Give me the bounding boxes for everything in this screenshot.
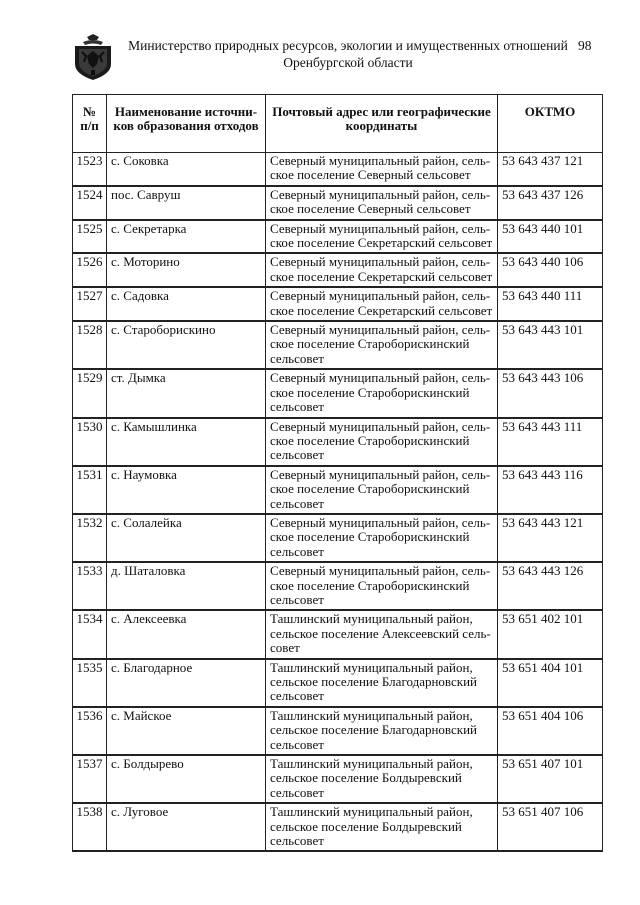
address-cell: Северный муниципальный район, сель-ское поселение Секретарский сельсовет [266,287,498,321]
address-cell: Северный муниципальный район, сель-ское поселение Староборискинский сельсовет [266,466,498,514]
column-header-name: Наименование источни-ков образования отходов [107,95,266,153]
table-row [73,755,603,803]
row-number-cell: 1523 [73,153,107,186]
source-name-cell: с. Луговое [107,803,266,851]
oktmo-cell: 53 643 443 111 [498,418,603,466]
address-cell: Ташлинский муниципальный район, сельское поселение Благодарновский сельсовет [266,659,498,707]
row-number-cell: 1527 [73,287,107,321]
row-number-cell: 1524 [73,186,107,220]
table-row [73,369,603,417]
column-header-oktmo: ОКТМО [498,95,603,153]
oktmo-cell: 53 651 404 106 [498,707,603,755]
table-row [73,466,603,514]
source-name-cell: с. Наумовка [107,466,266,514]
oktmo-cell: 53 651 402 101 [498,610,603,658]
row-number-cell: 1531 [73,466,107,514]
page-number: 98 [578,38,592,53]
row-number-cell: 1534 [73,610,107,658]
oktmo-cell: 53 643 443 106 [498,369,603,417]
organization-title-line1: Министерство природных ресурсов, экологии и имущественных отношений [128,38,568,53]
oktmo-cell: 53 643 440 101 [498,220,603,254]
source-name-cell: с. Майское [107,707,266,755]
table-row [73,186,603,220]
source-name-cell: с. Благодарное [107,659,266,707]
table-row [73,707,603,755]
oktmo-cell: 53 643 440 111 [498,287,603,321]
address-cell: Ташлинский муниципальный район, сельское поселение Алексеевский сель-совет [266,610,498,658]
table-row [73,514,603,562]
table-row [73,253,603,287]
table-row [73,418,603,466]
source-name-cell: с. Староборискино [107,321,266,369]
source-name-cell: д. Шаталовка [107,562,266,610]
address-cell: Ташлинский муниципальный район, сельское поселение Болдыревский сельсовет [266,755,498,803]
oktmo-cell: 53 643 443 101 [498,321,603,369]
table-header-row [73,95,603,153]
table-row [73,659,603,707]
table-row [73,321,603,369]
address-cell: Ташлинский муниципальный район, сельское поселение Благодарновский сельсовет [266,707,498,755]
table-body [73,153,603,852]
address-cell: Северный муниципальный район, сель-ское поселение Староборискинский сельсовет [266,369,498,417]
table-row [73,562,603,610]
source-name-cell: с. Камышлинка [107,418,266,466]
oktmo-cell: 53 643 437 126 [498,186,603,220]
address-cell: Северный муниципальный район, сель-ское поселение Секретарский сельсовет [266,253,498,287]
row-number-cell: 1525 [73,220,107,254]
source-name-cell: с. Болдырево [107,755,266,803]
address-cell: Северный муниципальный район, сель-ское поселение Северный сельсовет [266,186,498,220]
row-number-cell: 1538 [73,803,107,851]
source-name-cell: ст. Дымка [107,369,266,417]
address-cell: Северный муниципальный район, сель-ское поселение Староборискинский сельсовет [266,418,498,466]
source-name-cell: с. Секретарка [107,220,266,254]
column-header-number: № п/п [73,95,107,153]
column-header-address: Почтовый адрес или географические координаты [266,95,498,153]
table-row [73,610,603,658]
address-cell: Северный муниципальный район, сель-ское поселение Староборискинский сельсовет [266,514,498,562]
oktmo-cell: 53 643 440 106 [498,253,603,287]
address-cell: Северный муниципальный район, сель-ское поселение Староборискинский сельсовет [266,562,498,610]
oktmo-cell: 53 651 407 101 [498,755,603,803]
source-name-cell: с. Алексеевка [107,610,266,658]
oktmo-cell: 53 643 443 121 [498,514,603,562]
oktmo-cell: 53 643 443 126 [498,562,603,610]
row-number-cell: 1537 [73,755,107,803]
row-number-cell: 1528 [73,321,107,369]
row-number-cell: 1532 [73,514,107,562]
table-row [73,803,603,851]
oktmo-cell: 53 651 404 101 [498,659,603,707]
source-name-cell: с. Соковка [107,153,266,186]
organization-title [128,37,568,71]
organization-title-line2: Оренбургской области [283,55,413,70]
address-cell: Северный муниципальный район, сель-ское поселение Староборискинский сельсовет [266,321,498,369]
row-number-cell: 1536 [73,707,107,755]
table-row [73,287,603,321]
page-header [0,0,640,80]
table-row [73,220,603,254]
address-cell: Северный муниципальный район, сель-ское поселение Секретарский сельсовет [266,220,498,254]
source-name-cell: с. Моторино [107,253,266,287]
oktmo-cell: 53 651 407 106 [498,803,603,851]
source-name-cell: с. Садовка [107,287,266,321]
oktmo-cell: 53 643 443 116 [498,466,603,514]
row-number-cell: 1529 [73,369,107,417]
row-number-cell: 1533 [73,562,107,610]
address-cell: Северный муниципальный район, сель-ское поселение Северный сельсовет [266,153,498,186]
table-row [73,153,603,186]
address-cell: Ташлинский муниципальный район, сельское поселение Болдыревский сельсовет [266,803,498,851]
source-name-cell: пос. Савруш [107,186,266,220]
coat-of-arms-icon [73,34,113,80]
source-name-cell: с. Солалейка [107,514,266,562]
row-number-cell: 1526 [73,253,107,287]
row-number-cell: 1530 [73,418,107,466]
waste-sources-table [72,94,603,852]
row-number-cell: 1535 [73,659,107,707]
oktmo-cell: 53 643 437 121 [498,153,603,186]
